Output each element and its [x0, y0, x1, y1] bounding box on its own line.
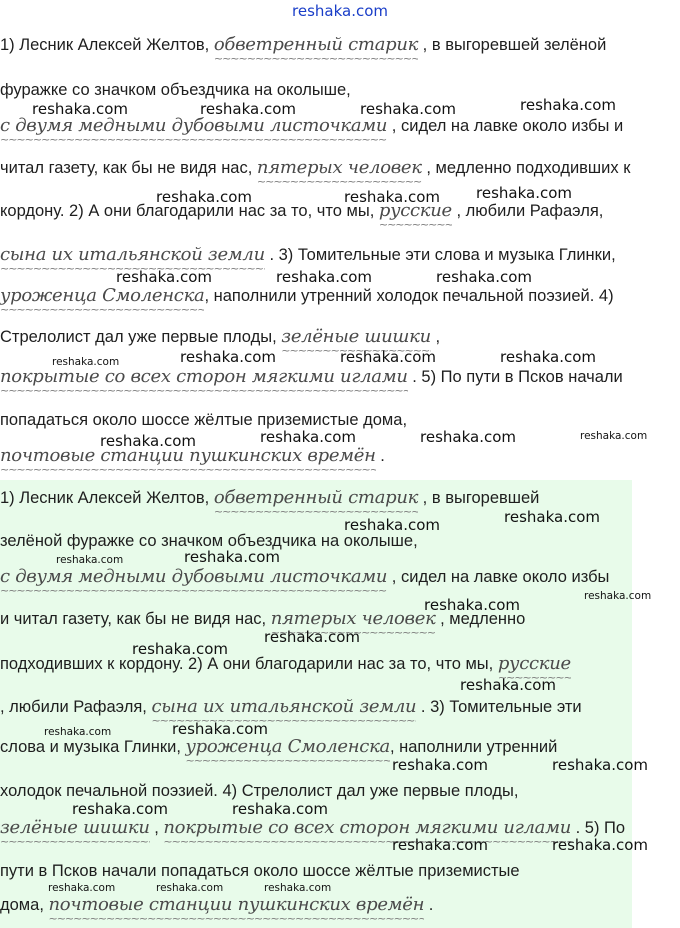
underlined-phrase: пятерых человек ~~~~~: [257, 157, 422, 179]
plain-text: и читал газету, как бы не видя нас,: [0, 610, 271, 628]
underlined-phrase: с двумя медными дубовыми листочками ~~~~~: [0, 115, 387, 137]
plain-text: . 3) Томительные эти слова и музыка Глинки,: [264, 246, 616, 264]
underlined-phrase: покрытые со всех сторон мягкими иглами ~~~~~: [163, 817, 571, 839]
plain-text: холодок печальной поэзией. 4) Стрелолист дал уже первые плоды,: [0, 782, 519, 800]
watermark: reshaka.com: [44, 726, 112, 738]
watermark: reshaka.com: [264, 628, 360, 646]
watermark: reshaka.com: [184, 548, 280, 566]
watermark: reshaka.com: [156, 882, 224, 894]
underlined-phrase: покрытые со всех сторон мягкими иглами ~~~~~: [0, 366, 408, 388]
plain-text: Стрелолист дал уже первые плоды,: [0, 328, 282, 346]
underlined-phrase: сына их итальянской земли ~~~~~: [0, 244, 265, 266]
plain-text: пути в Псков начали попадаться около шоссе жёлтые приземистые: [0, 862, 520, 880]
plain-text: , наполнили утренний холодок печальной поэзией. 4): [204, 287, 614, 305]
watermark: reshaka.com: [500, 348, 596, 366]
watermark: reshaka.com: [56, 554, 124, 566]
text-line: [0, 780, 518, 802]
watermark: reshaka.com: [460, 676, 556, 694]
plain-text: ,: [430, 328, 441, 346]
watermark: reshaka.com: [116, 268, 212, 286]
underlined-phrase: почтовые станции пушкинских времён ~~~~~: [49, 894, 425, 916]
text-line: [0, 894, 433, 916]
watermark: reshaka.com: [504, 508, 600, 526]
watermark: reshaka.com: [424, 596, 520, 614]
plain-text: дома,: [0, 896, 49, 914]
watermark: reshaka.com: [172, 720, 268, 738]
text-block-original: [0, 0, 632, 470]
text-line: [0, 696, 582, 718]
text-line: [0, 326, 440, 348]
text-line: [0, 487, 539, 509]
plain-text: подходивших к кордону. 2) А они благодарили нас за то, что мы,: [0, 655, 498, 673]
plain-text: . 5) По пути в Псков начали: [407, 368, 623, 386]
text-line: [0, 366, 623, 388]
plain-text: , любили Рафаэля,: [451, 202, 604, 220]
underlined-phrase: обветренный старик ~~~~~: [214, 487, 418, 509]
watermark: reshaka.com: [552, 756, 648, 774]
watermark: reshaka.com: [276, 268, 372, 286]
text-line: [0, 566, 609, 588]
underlined-phrase: почтовые станции пушкинских времён ~~~~~: [0, 445, 376, 467]
watermark: reshaka.com: [436, 268, 532, 286]
text-line: [0, 115, 623, 137]
plain-text: фуражке со значком объездчика на околыше,: [0, 81, 351, 99]
plain-text: 1) Лесник Алексей Желтов,: [0, 489, 214, 507]
watermark: reshaka.com: [264, 882, 332, 894]
text-line: [0, 79, 351, 101]
watermark: reshaka.com: [200, 100, 296, 118]
plain-text: читал газету, как бы не видя нас,: [0, 159, 257, 177]
watermark: reshaka.com: [340, 348, 436, 366]
watermark: reshaka.com: [72, 800, 168, 818]
watermark: reshaka.com: [580, 430, 648, 442]
text-line: [0, 34, 606, 56]
underlined-phrase: обветренный старик ~~~~~: [214, 34, 418, 56]
watermark: reshaka.com: [156, 188, 252, 206]
underlined-phrase: русские ~~~~~: [498, 653, 571, 675]
text-line: [0, 653, 571, 675]
plain-text: . 5) По: [571, 819, 626, 837]
text-line: [0, 157, 630, 179]
text-line: [0, 736, 557, 758]
underlined-phrase: уроженца Смоленска ~~~~~: [0, 285, 204, 307]
plain-text: ,: [149, 819, 164, 837]
watermark: reshaka.com: [48, 882, 116, 894]
plain-text: слова и музыка Глинки,: [0, 738, 186, 756]
underlined-phrase: сына их итальянской земли ~~~~~: [151, 696, 416, 718]
underlined-phrase: русские ~~~~~: [379, 200, 452, 222]
plain-text: . 3) Томительные эти: [416, 698, 582, 716]
watermark: reshaka.com: [52, 356, 120, 368]
text-line: [0, 817, 625, 839]
site-title[interactable]: reshaka.com: [292, 2, 388, 20]
plain-text: .: [375, 447, 385, 465]
underlined-phrase: зелёные шишки ~~~~~: [281, 326, 431, 348]
plain-text: , медленно подходивших к: [421, 159, 631, 177]
plain-text: , сидел на лавке около избы и: [387, 117, 624, 135]
watermark: reshaka.com: [420, 428, 516, 446]
underlined-phrase: с двумя медными дубовыми листочками ~~~~~: [0, 566, 387, 588]
underlined-phrase: пятерых человек ~~~~~: [271, 608, 436, 630]
watermark: reshaka.com: [392, 756, 488, 774]
plain-text: зелёной фуражке со значком объездчика на околыше,: [0, 532, 418, 550]
text-line: [0, 200, 603, 222]
watermark: reshaka.com: [392, 836, 488, 854]
watermark: reshaka.com: [584, 590, 652, 602]
plain-text: , наполнили утренний: [389, 738, 558, 756]
watermark: reshaka.com: [100, 432, 196, 450]
underlined-phrase: уроженца Смоленска ~~~~~: [186, 736, 390, 758]
plain-text: .: [424, 896, 434, 914]
underlined-phrase: зелёные шишки ~~~~~: [0, 817, 150, 839]
watermark: reshaka.com: [260, 428, 356, 446]
text-line: [0, 860, 520, 882]
watermark: reshaka.com: [520, 96, 616, 114]
plain-text: , медленно: [435, 610, 526, 628]
text-block-highlighted: [0, 480, 632, 928]
plain-text: 1) Лесник Алексей Желтов,: [0, 36, 214, 54]
watermark: reshaka.com: [344, 516, 440, 534]
watermark: reshaka.com: [360, 100, 456, 118]
plain-text: , в выгоревшей: [418, 489, 540, 507]
watermark: reshaka.com: [552, 836, 648, 854]
watermark: reshaka.com: [476, 184, 572, 202]
watermark: reshaka.com: [344, 188, 440, 206]
watermark: reshaka.com: [232, 800, 328, 818]
text-line: [0, 285, 614, 307]
plain-text: , в выгоревшей зелёной: [418, 36, 607, 54]
text-line: [0, 244, 616, 266]
plain-text: кордону. 2) А они благодарили нас за то, что мы,: [0, 202, 379, 220]
plain-text: , сидел на лавке около избы: [387, 568, 610, 586]
watermark: reshaka.com: [132, 640, 228, 658]
plain-text: попадаться около шоссе жёлтые приземистые дома,: [0, 411, 408, 429]
watermark: reshaka.com: [32, 100, 128, 118]
plain-text: , любили Рафаэля,: [0, 698, 152, 716]
watermark: reshaka.com: [180, 348, 276, 366]
